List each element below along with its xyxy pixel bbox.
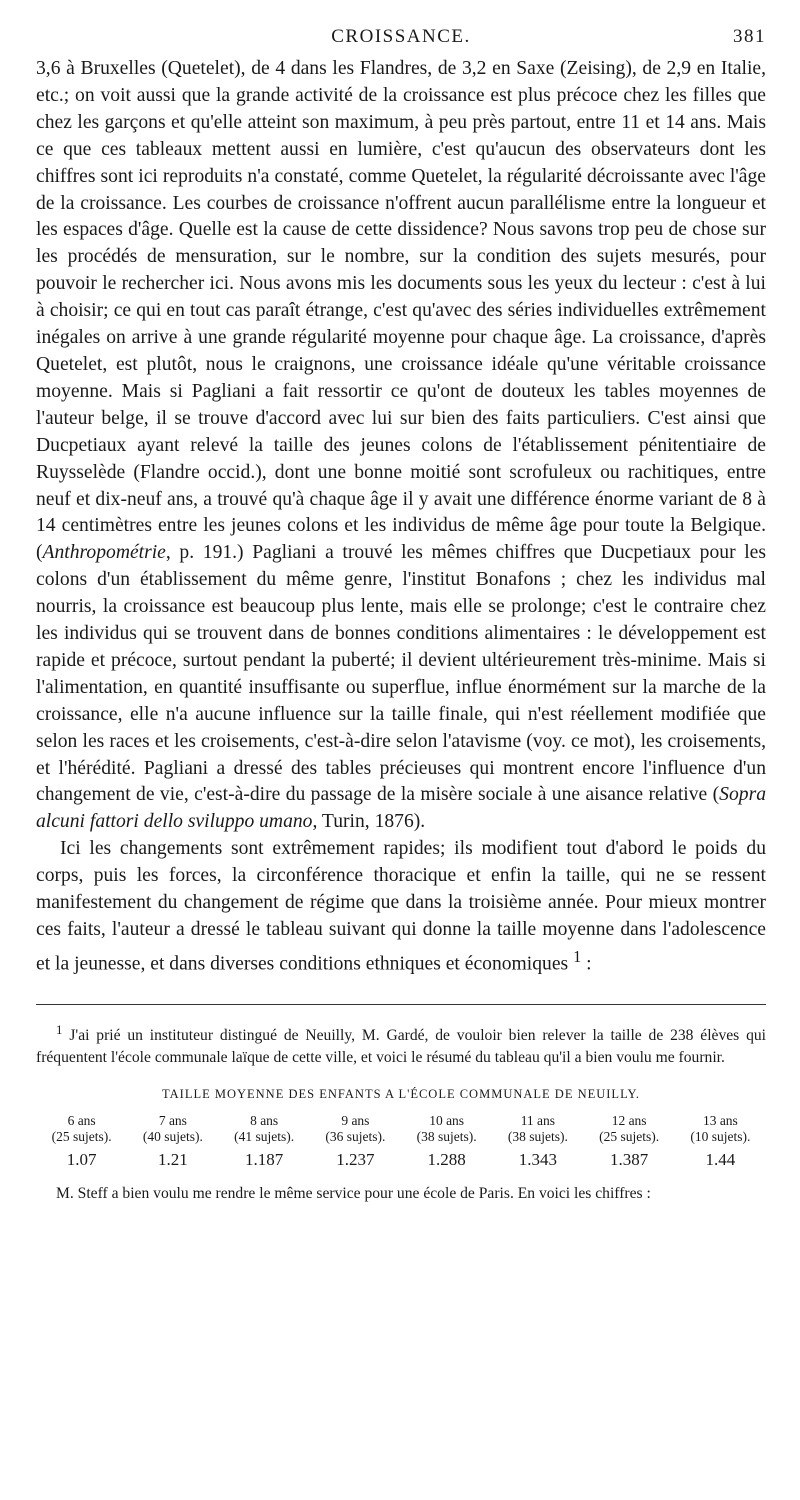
height-cell: 1.237	[336, 1149, 375, 1169]
footnote-after-text: M. Steff a bien voulu me rendre le même service pour une école de Paris. En voici les chiffres :	[56, 1184, 651, 1202]
height-cell: 1.07	[66, 1149, 97, 1169]
age-cell: 7 ans	[158, 1112, 187, 1128]
age-cell: 11 ans	[520, 1112, 556, 1128]
paragraph-2-end: :	[581, 953, 592, 975]
height-cell: 1.187	[245, 1149, 284, 1169]
footnote	[36, 1019, 766, 1204]
age-cell: 12 ans	[611, 1112, 647, 1128]
paragraph-1	[36, 56, 766, 836]
subjects-cell: (41 sujets).	[234, 1128, 295, 1144]
height-cell: 1.387	[610, 1149, 649, 1169]
citation-title-anthropometrie: Anthropométrie	[42, 542, 166, 564]
height-cell: 1.288	[427, 1149, 466, 1169]
citation-open: (	[36, 542, 43, 564]
subjects-cell: (10 sujets).	[690, 1128, 751, 1144]
footnote-marker: 1	[56, 1022, 63, 1038]
running-title: CROISSANCE.	[331, 26, 471, 47]
running-head	[36, 26, 766, 56]
subjects-cell: (25 sujets).	[599, 1128, 660, 1144]
citation-close: , p. 191.)	[165, 542, 244, 564]
height-cell: 1.343	[518, 1149, 557, 1169]
main-text	[36, 56, 766, 978]
table-row-subjects	[36, 1128, 766, 1145]
age-cell: 8 ans	[250, 1112, 279, 1128]
page-number: 381	[733, 26, 766, 47]
footnote-ref[interactable]: 1	[573, 946, 582, 966]
paragraph-2-text: Ici les changements sont extrêmement rapides; ils modifient tout d'abord le poids du corps, puis les forces, la circonférence thoracique et enfin la taille, qui ne se ressent manifestement du changement de régime que dans la troisième année. Pour mieux montrer ces faits, l'auteur a dressé le tableau suivant qui donne la taille moyenne dans l'adolescence et la jeunesse, et dans diverses conditions ethniques et économiques	[36, 838, 766, 975]
height-cell: 1.21	[158, 1149, 188, 1169]
age-cell: 6 ans	[67, 1112, 96, 1128]
height-table	[36, 1114, 766, 1175]
subjects-cell: (40 sujets).	[142, 1128, 203, 1144]
table-row-heights	[36, 1145, 766, 1175]
paragraph-1-text: 3,6 à Bruxelles (Quetelet), de 4 dans les Flandres, de 3,2 en Saxe (Zeising), de 2,9 en Italie, etc.; on voit aussi que la grande activité de la croissance est plus précoce chez les filles que chez les garçons et qu'elle atteint son maximum, à peu près partout, entre 11 et 14 ans. Mais ce que ces tableaux mettent aussi en lumière, c'est qu'aucun des observateurs dont les chiffres sont ici reproduits n'a constaté, comme Quetelet, la régularité décroissante avec l'âge de la croissance. Les courbes de croissance n'offrent aucun parallélisme entre la longueur et les espaces d'âge. Quelle est la cause de cette dissidence? Nous savons trop peu de chose sur les procédés de mensuration, sur le nombre, sur la condition des sujets mesurés, pour pouvoir le rechercher ici. Nous avons mis les documents sous les yeux du lecteur : c'est à lui à choisir; ce qui en tout cas paraît étrange, c'est qu'avec des séries individuelles extrêmement inégales on arrive à une grande régularité moyenne pour chaque âge. La croissance, d'après Quetelet, est plutôt, nous le craignons, une croissance idéale qu'une véritable croissance moyenne. Mais si Pagliani a fait ressortir ce qu'ont de douteux les tables moyennes de l'auteur belge, il se trouve d'accord avec lui sur bien des faits particuliers. C'est ainsi que Ducpetiaux ayant relevé la taille des jeunes colons de l'établissement pénitentiaire de Ruysselède (Flandre occid.), dont une bonne moitié sont scrofuleux ou rachitiques, entre neuf et dix-neuf ans, a trouvé qu'à chaque âge il y avait une différence énorme variant de 8 à 14 centimètres entre les jeunes colons et les individus de même âge pour toute la Belgique.	[36, 58, 766, 537]
subjects-cell: (25 sujets).	[51, 1128, 112, 1144]
footnote-rule	[36, 1004, 766, 1005]
paragraph-2	[36, 836, 766, 978]
footnote-text	[36, 1019, 766, 1068]
age-cell: 13 ans	[702, 1112, 738, 1128]
subjects-cell: (36 sujets).	[325, 1128, 386, 1144]
table-row-ages	[36, 1114, 766, 1128]
table-caption: TAILLE MOYENNE DES ENFANTS A L'ÉCOLE COMMUNALE DE NEUILLY.	[162, 1086, 640, 1101]
age-cell: 9 ans	[341, 1112, 370, 1128]
age-cell: 10 ans	[429, 1112, 465, 1128]
citation-title-sopra: Sopra alcuni fattori dello sviluppo umano	[36, 784, 766, 833]
citation2-open: (	[712, 784, 720, 806]
citation2-close: , Turin, 1876).	[312, 811, 426, 833]
subjects-cell: (38 sujets).	[416, 1128, 477, 1144]
footnote-body: J'ai prié un instituteur distingué de Neuilly, M. Gardé, de vouloir bien relever la taille de 238 élèves qui fréquentent l'école communale laïque de cette ville, et voici le résumé du tableau qu'il a bien voulu me fournir.	[36, 1027, 766, 1067]
paragraph-1-continuation: Pagliani a trouvé les mêmes chiffres que Ducpetiaux pour les colons d'un établissement du même genre, l'institut Bonafons ; chez les individus mal nourris, la croissance est beaucoup plus lente, mais elle se prolonge; c'est le contraire chez les individus qui se trouvent dans de bonnes conditions alimentaires : le développement est rapide et précoce, surtout pendant la puberté; il devient ultérieurement très-minime. Mais si l'alimentation, en quantité insuffisante ou superflue, influe énormément sur la marche de la croissance, elle n'a aucune influence sur la taille finale, qui n'est réellement modifiée que selon les races et les croisements, c'est-à-dire selon l'atavisme (voy. ce mot), les croisements, et l'hérédité. Pagliani a dressé des tables précieuses qui montrent encore l'influence d'un changement de vie, c'est-à-dire du passage de la misère sociale à une aisance relative	[36, 542, 766, 806]
subjects-cell: (38 sujets).	[507, 1128, 568, 1144]
book-page	[36, 26, 766, 1204]
height-cell: 1.44	[705, 1149, 736, 1169]
